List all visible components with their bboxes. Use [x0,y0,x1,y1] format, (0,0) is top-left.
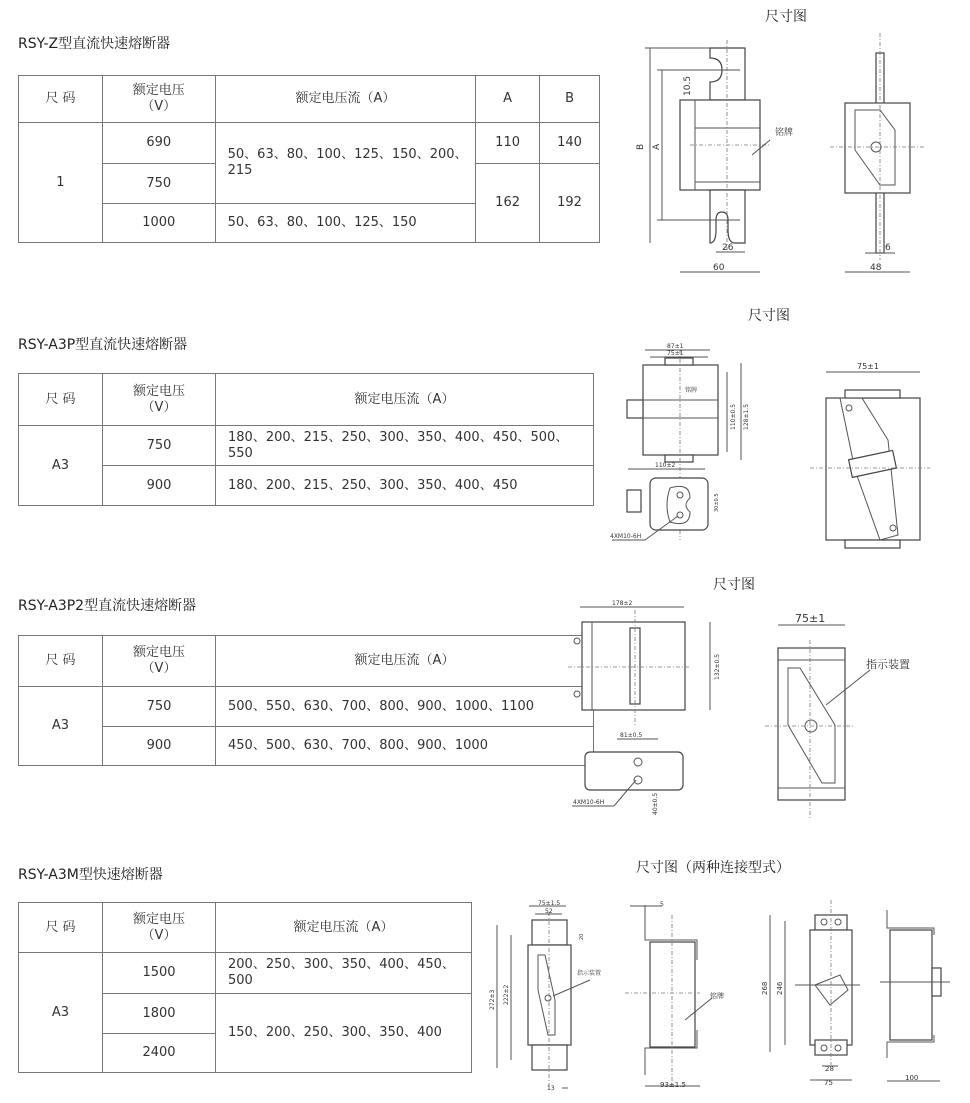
drawing-title: 尺寸图 [765,9,807,25]
dim-label: 指示装置 [577,970,602,977]
voltage-cell: 750 [103,426,216,466]
dim-label: A [652,143,662,150]
dim-label: 30±0.5 [714,493,720,512]
dim-label: 26 [722,243,734,253]
drawing-rsy-a3m-view3 [761,900,860,1087]
dim-label: 87±1 [667,343,684,350]
header-b: B [540,76,600,123]
dim-label: 75±1 [667,350,684,357]
current-cell: 180、200、215、250、300、350、400、450、500、550 [216,426,594,466]
drawing-rsy-a3m-view2 [625,901,724,1089]
drawing-rsy-a3p2-side [765,612,910,820]
dim-label: 75±1 [857,362,879,371]
dim-label: 10.5 [683,75,693,96]
dim-label: 246 [776,981,784,995]
dim-label: 93±1.5 [660,1081,686,1089]
dim-label: 指示装置 [866,658,910,671]
dim-label: 48 [870,263,882,273]
header-size: 尺 码 [19,76,103,123]
current-cell: 500、550、630、700、800、900、1000、1100 [216,687,594,727]
voltage-cell: 1000 [102,204,215,243]
voltage-cell: 690 [102,123,215,164]
current-cell: 180、200、215、250、300、350、400、450 [216,466,594,506]
dim-label: 100 [905,1074,919,1082]
dim-label: 5 [660,901,664,908]
b-cell: 140 [540,123,600,164]
header-size: 尺 码 [19,374,103,426]
voltage-cell: 750 [102,164,215,204]
header-voltage: 额定电压 （V） [103,374,216,426]
header-current: 额定电压流（A） [216,903,472,953]
drawing-rsy-a3m-view1 [489,900,601,1092]
drawing-rsy-a3p2-front [568,600,721,815]
voltage-cell: 1800 [103,994,216,1034]
dim-label: 272±3 [489,989,496,1010]
b-cell: 192 [540,164,600,243]
size-cell: A3 [19,426,103,506]
size-cell: 1 [19,123,103,243]
dim-label: 81±0.5 [620,732,643,739]
dim-label: 13 [547,1085,555,1092]
dim-label: 268 [761,981,769,995]
a-cell: 162 [476,164,540,243]
section-title-rsy-a3m: RSY-A3M型快速熔断器 [18,867,163,883]
dim-label: 52 [545,908,553,915]
dim-label: 132±0.5 [714,653,721,680]
current-cell: 150、200、250、300、350、400 [216,994,472,1073]
current-cell: 50、63、80、100、125、150、200、215 [215,123,476,204]
section-title-rsy-z: RSY-Z型直流快速熔断器 [18,36,171,52]
drawing-rsy-z-side [830,33,925,273]
voltage-cell: 2400 [103,1034,216,1073]
header-voltage: 额定电压 （V） [103,903,216,953]
dim-label: 铭牌 [775,128,794,138]
dim-label: 4XM10-6H [610,533,642,540]
dim-label: 20 [579,933,585,940]
header-a: A [476,76,540,123]
dim-label: 6 [885,243,891,253]
size-cell: A3 [19,687,103,766]
dim-label: 128±1.5 [743,403,750,430]
dim-label: 60 [713,263,725,273]
dim-label: 75±1 [795,612,826,625]
dim-label: 110±2 [655,462,676,469]
current-cell: 200、250、300、350、400、450、500 [216,953,472,994]
dim-label: 178±2 [612,600,633,607]
voltage-cell: 1500 [103,953,216,994]
header-current: 额定电压流（A） [215,76,476,123]
dim-label: 75 [824,1079,833,1087]
header-current: 额定电压流（A） [216,636,594,687]
dim-label: 110±0.5 [730,403,737,430]
drawing-title: 尺寸图 [713,577,755,593]
current-cell: 450、500、630、700、800、900、1000 [216,727,594,766]
drawing-rsy-z-front [636,40,793,273]
voltage-cell: 750 [103,687,216,727]
header-size: 尺 码 [19,903,103,953]
dim-label: 4XM10-6H [573,799,605,806]
header-voltage: 额定电压 （V） [103,636,216,687]
header-voltage: 额定电压 （V） [102,76,215,123]
dim-label: 40±0.5 [652,792,659,815]
dim-label: 铭牌 [685,387,698,394]
dim-label: B [636,143,646,150]
section-title-rsy-a3p2: RSY-A3P2型直流快速熔断器 [18,598,197,614]
header-current: 额定电压流（A） [216,374,594,426]
dim-label: 铭牌 [710,992,724,1000]
drawing-title: 尺寸图（两种连接型式） [636,860,790,876]
dim-label: 28 [825,1065,834,1073]
size-cell: A3 [19,953,103,1073]
dim-label: 222±2 [503,984,510,1005]
drawing-rsy-a3p-front [610,343,750,540]
current-cell: 50、63、80、100、125、150 [215,204,476,243]
a-cell: 110 [476,123,540,164]
drawing-title: 尺寸图 [748,308,790,324]
drawing-rsy-a3p-side [810,362,930,548]
header-size: 尺 码 [19,636,103,687]
drawing-rsy-a3m-view4 [880,910,950,1082]
voltage-cell: 900 [103,727,216,766]
section-title-rsy-a3p: RSY-A3P型直流快速熔断器 [18,337,188,353]
dim-label: 75±1.5 [538,900,561,907]
voltage-cell: 900 [103,466,216,506]
